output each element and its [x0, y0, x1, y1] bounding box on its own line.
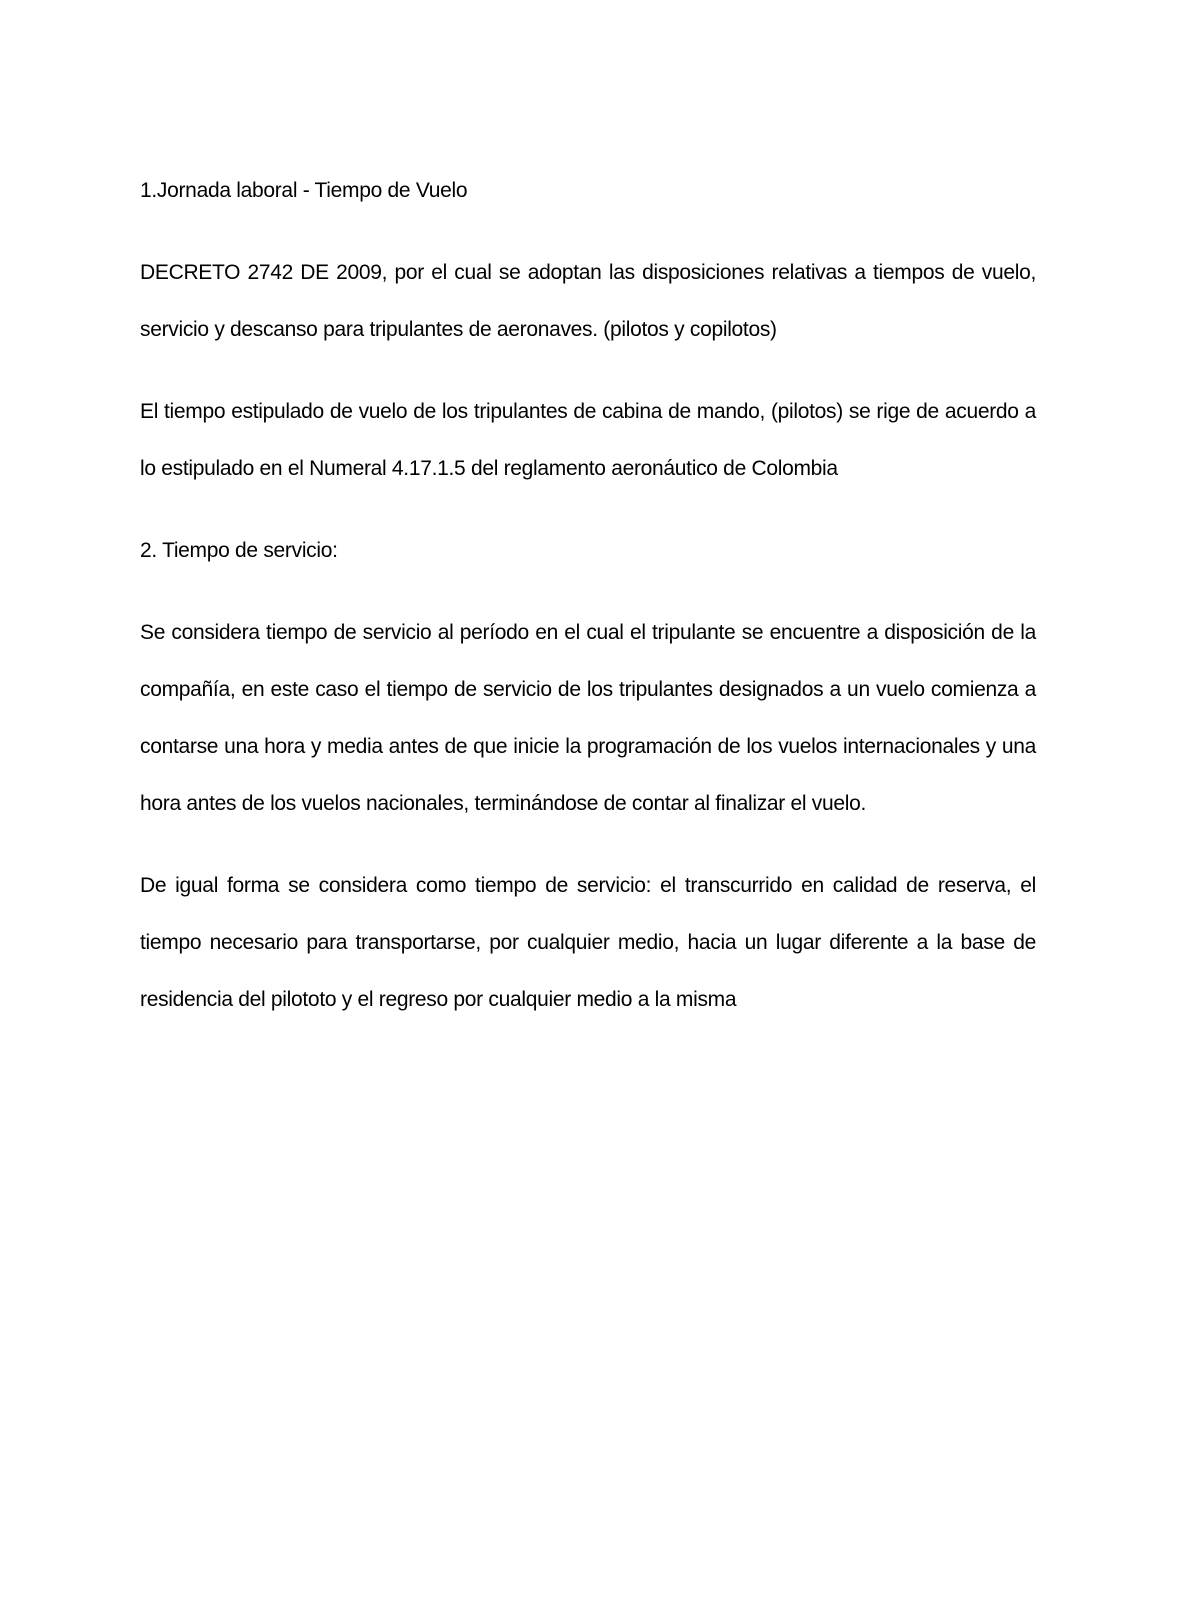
paragraph-reserva: De igual forma se considera como tiempo de servicio: el transcurrido en calidad de reserva, el tiempo necesario para transportarse, por cualquier medio, hacia un lugar diferente a la base de residencia del pilototo y el regreso por cualquier medio a la misma	[140, 874, 1036, 1011]
paragraph-tiempo-vuelo: El tiempo estipulado de vuelo de los tripulantes de cabina de mando, (pilotos) se rige de acuerdo a lo estipulado en el Numeral 4.17.1.5 del reglamento aeronáutico de Colombia	[140, 400, 1036, 480]
document-body	[140, 162, 1036, 1028]
paragraph-tiempo-servicio: Se considera tiempo de servicio al período en el cual el tripulante se encuentre a disposición de la compañía, en este caso el tiempo de servicio de los tripulantes designados a un vuelo comienza a contarse una hora y media antes de que inicie la programación de los vuelos internacionales y una hora antes de los vuelos nacionales, terminándose de contar al finalizar el vuelo.	[140, 621, 1036, 815]
section-heading-jornada-laboral: 1.Jornada laboral - Tiempo de Vuelo	[140, 179, 468, 202]
paragraph-decreto: DECRETO 2742 DE 2009, por el cual se adoptan las disposiciones relativas a tiempos de vuelo, servicio y descanso para tripulantes de aeronaves. (pilotos y copilotos)	[140, 261, 1036, 341]
section-heading-tiempo-servicio: 2. Tiempo de servicio:	[140, 539, 338, 562]
